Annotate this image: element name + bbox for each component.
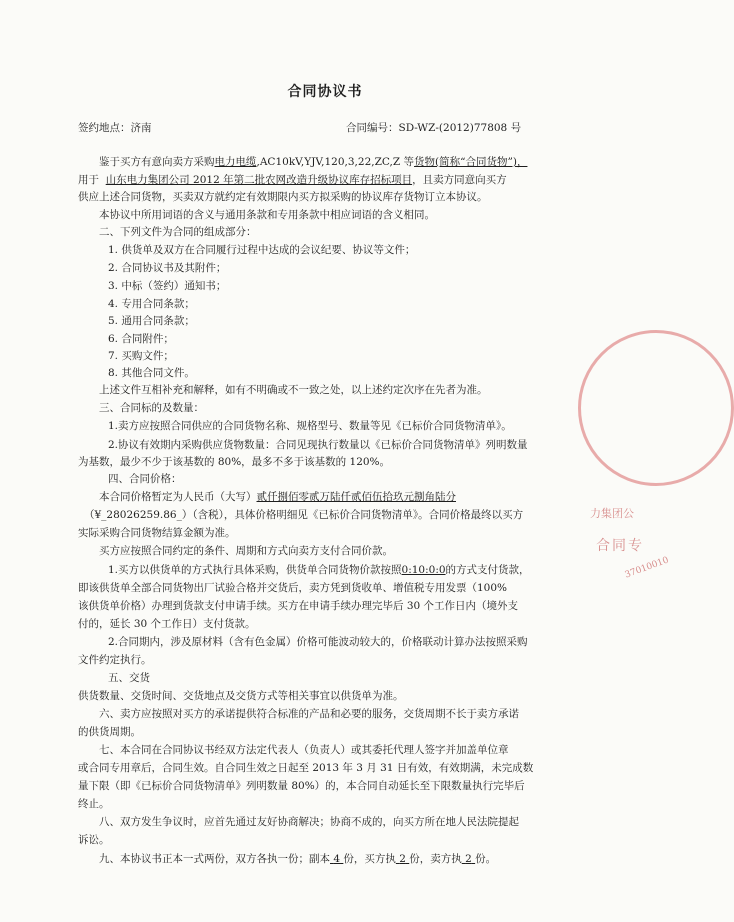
price-line-2 xyxy=(84,508,523,522)
text: 份，买方执 xyxy=(343,853,396,865)
place-value: 济南 xyxy=(130,122,152,134)
section-9 xyxy=(99,852,496,866)
copies-total: 4 xyxy=(333,853,341,865)
section-7-cont: 量下限（即《已标价合同货物清单》列明数量 80%）的，本合同自动延长至下限数量执行完毕后 xyxy=(78,780,525,792)
section-8-cont: 诉讼。 xyxy=(78,834,110,846)
payment-item-1-cont: 该供货单价格）办理到货款支付申请手续。买方在申请手续办理完毕后 30 个工作日内（境外支 xyxy=(78,600,519,612)
document-item: 1. 供货单及双方在合同履行过程中达成的会议纪要、协议等文件； xyxy=(108,244,416,256)
place-label: 签约地点： xyxy=(78,122,131,134)
text: 份，卖方执 xyxy=(409,853,462,865)
document-item: 2. 合同协议书及其附件； xyxy=(108,262,227,274)
text: 九、本协议书正本一式两份，双方各执一份；副本 xyxy=(99,853,330,865)
copies-seller: 2 xyxy=(465,853,472,865)
contract-seal-stamp xyxy=(560,505,720,620)
section-2-heading: 二、下列文件为合同的组成部分： xyxy=(99,226,257,238)
text: 1.买方以供货单的方式执行具体采购，供货单合同货物价款按照 xyxy=(108,564,402,576)
text: 鉴于买方有意向卖方采购 xyxy=(99,156,215,168)
stamp-text: 合同专 xyxy=(596,538,644,554)
price-line xyxy=(99,490,456,504)
document-item: 7. 买购文件； xyxy=(108,350,174,362)
payment-item-1 xyxy=(108,563,530,577)
document-item: 5. 通用合同条款； xyxy=(108,315,195,327)
price-line-3: 实际采购合同货物结算金额为准。 xyxy=(78,527,236,539)
paragraph-1 xyxy=(99,155,527,169)
section-3-item-1: 1.卖方应按照合同供应的合同货物名称、规格型号、数量等见《已标价合同货物清单》。 xyxy=(108,420,512,432)
red-seal-stamp xyxy=(578,330,734,486)
text: （含税），具体价格明细见《已标价合同货物清单》。合同价格最终以买方 xyxy=(192,509,524,521)
text: 份。 xyxy=(475,853,497,865)
section-5-heading: 五、交货 xyxy=(108,672,150,684)
payment-item-2-cont: 文件约定执行。 xyxy=(78,654,152,666)
paragraph-terms: 本协议中所用词语的含义与通用条款和专用条款中相应词语的含义相同。 xyxy=(99,209,435,221)
section-8: 八、双方发生争议时，应首先通过友好协商解决；协商不成的，向买方所在地人民法院提起 xyxy=(99,816,519,828)
payment-ratio: 0:10:0:0 xyxy=(401,564,446,576)
goods-name: 电力电缆 xyxy=(214,156,257,168)
contract-no-label: 合同编号： xyxy=(346,122,399,134)
text: ，且卖方同意向买方 xyxy=(412,174,507,186)
section-7-cont: 或合同专用章后，合同生效。自合同生效之日起至 2013 年 3 月 31 日有效，有效期满，未完成数 xyxy=(78,762,534,774)
document-item: 4. 专用合同条款； xyxy=(108,298,195,310)
text: 本合同价格暂定为人民币（大写） xyxy=(99,491,257,503)
contract-no-value: SD-WZ-(2012)77808 号 xyxy=(398,122,522,134)
text: 用于 xyxy=(78,174,99,186)
section-7-cont: 终止。 xyxy=(78,798,110,810)
section-7: 七、本合同在合同协议书经双方法定代表人（负责人）或其委托代理人签字并加盖单位章 xyxy=(99,744,509,756)
signing-place xyxy=(78,121,152,135)
section-3-heading: 三、合同标的及数量： xyxy=(99,402,204,414)
goods-spec: ,AC10kV,YJV,120,3,22,ZC,Z 等 xyxy=(256,156,415,168)
section-3-item-2: 2.协议有效期内采购供应货物数量：合同见现执行数量以《已标价合同货物清单》列明数量 xyxy=(108,439,528,451)
text: 的方式支付货款， xyxy=(445,564,530,576)
paragraph-1-line-3: 供应上述合同货物，买卖双方就约定有效期限内买方拟采购的协议库存货物订立本协议。 xyxy=(78,191,488,203)
stamp-text: 力集团公 xyxy=(590,507,634,520)
documents-note: 上述文件互相补充和解释，如有不明确或不一致之处，以上述约定次序在先者为准。 xyxy=(99,384,488,396)
price-amount: （¥_28026259.86_） xyxy=(84,509,193,521)
section-4-heading: 四、合同价格： xyxy=(108,473,182,485)
stamp-text: 37010010 xyxy=(623,555,671,581)
page-title: 合同协议书 xyxy=(287,84,363,100)
price-in-words: 贰仟捌佰零贰万陆仟贰佰伍拾玖元捌角陆分 xyxy=(256,491,456,503)
project-name: 山东电力集团公司 2012 年第二批农网改造升级协议库存招标项目 xyxy=(105,174,413,186)
paragraph-1-line-2 xyxy=(78,173,507,187)
payment-intro: 买方应按照合同约定的条件、周期和方式向卖方支付合同价款。 xyxy=(99,545,393,557)
section-6: 六、卖方应按照对买方的承诺提供符合标准的产品和必要的服务，交货周期不长于卖方承诺 xyxy=(99,708,519,720)
payment-item-2: 2.合同期内，涉及原材料（含有色金属）价格可能波动较大的，价格联动计算办法按照采购 xyxy=(108,636,528,648)
document-item: 8. 其他合同文件。 xyxy=(108,367,195,379)
section-6-cont: 的供货周期。 xyxy=(78,726,141,738)
text: 货物(简称“合同货物”)， xyxy=(414,156,528,168)
contract-number xyxy=(346,121,521,135)
document-item: 3. 中标（签约）通知书； xyxy=(108,280,227,292)
document-item: 6. 合同附件； xyxy=(108,333,174,345)
payment-item-1-cont: 即该供货单全部合同货物出厂试验合格并交货后，卖方凭到货收单、增值税专用发票（100% xyxy=(78,582,508,594)
section-3-item-2-cont: 为基数，最少不少于该基数的 80%，最多不多于该基数的 120%。 xyxy=(78,456,391,468)
copies-buyer: 2 xyxy=(399,853,406,865)
payment-item-1-cont: 付的，延长 30 个工作日）支付货款。 xyxy=(78,618,256,630)
section-5-text: 供货数量、交货时间、交货地点及交货方式等相关事宜以供货单为准。 xyxy=(78,690,404,702)
